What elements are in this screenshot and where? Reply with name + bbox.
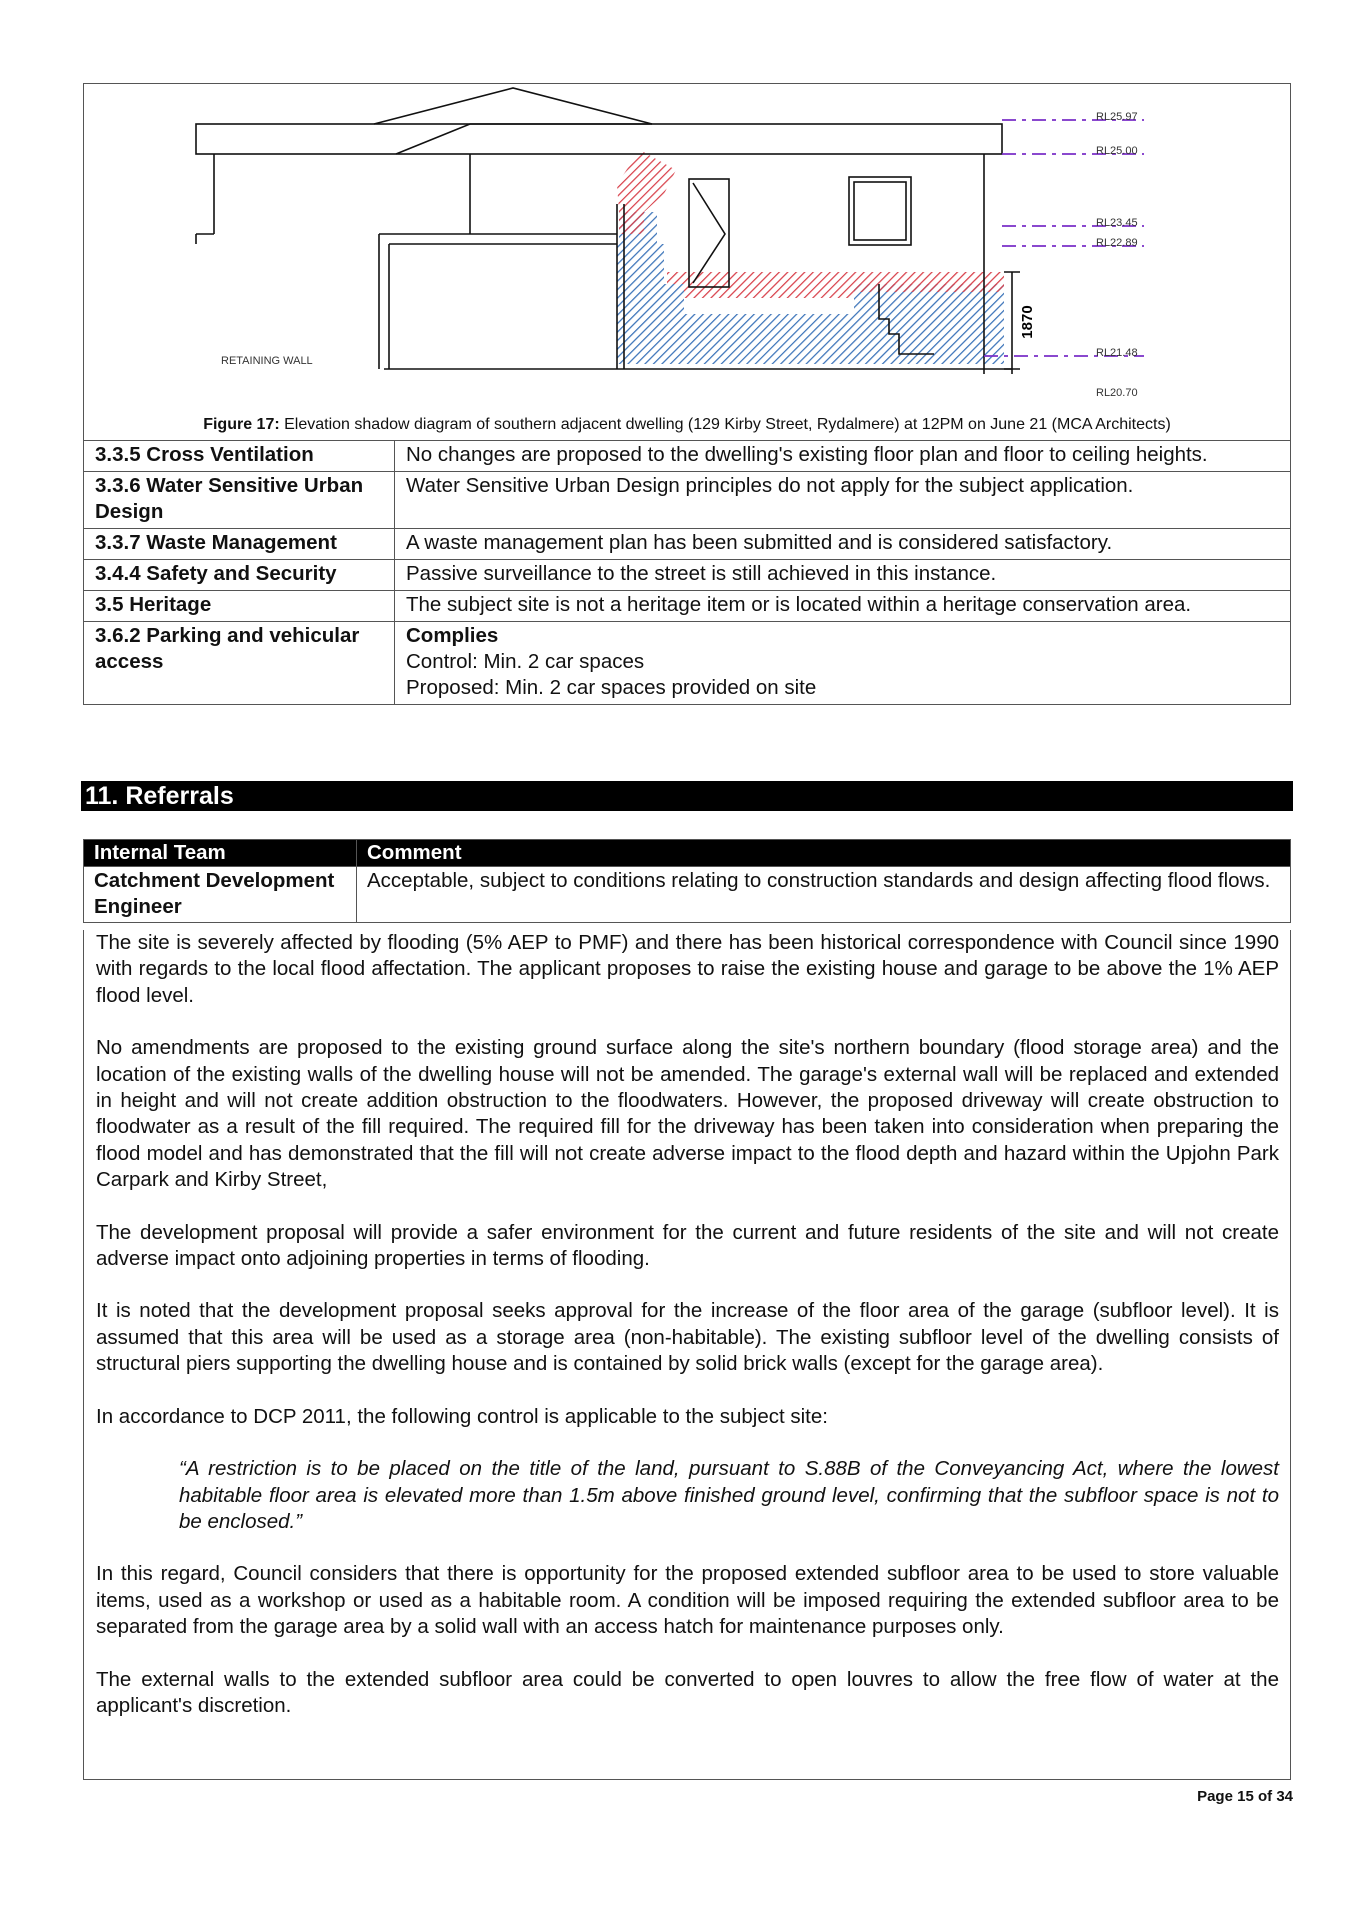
paragraph: In this regard, Council considers that there is opportunity for the proposed extended subfloor area to be used to store valuable items, used as a workshop or used as a habitable room. A condition will be imposed requiring the extended subfloor area to be separated from the garage area by a solid wall with an access hatch for maintenance purposes only.	[96, 1562, 1279, 1639]
level-label: RL20.70	[1096, 387, 1138, 399]
table-row	[84, 529, 1291, 560]
row-label: 3.4.4 Safety and Security	[84, 560, 395, 591]
row-label: 3.5 Heritage	[84, 591, 395, 622]
row-label: 3.3.7 Waste Management	[84, 529, 395, 560]
page-number	[1197, 1788, 1293, 1805]
row-value: A waste management plan has been submitted and is considered satisfactory.	[395, 529, 1291, 560]
page-total: 34	[1276, 1788, 1293, 1805]
table-row	[84, 591, 1291, 622]
figure-box	[83, 83, 1291, 441]
row-label: 3.3.5 Cross Ventilation	[84, 441, 395, 472]
table-row	[84, 622, 1291, 705]
paragraph: No amendments are proposed to the existing ground surface along the site's northern boundary (flood storage area) and the location of the existing walls of the dwelling house will not be amended. The garage's external wall will be replaced and extended in height and will not create addition obstruction to the floodwaters. However, the proposed driveway will create obstruction to floodwater as a result of the fill required. The required fill for the driveway has been taken into consideration when preparing the flood model and has demonstrated that the fill will not create adverse impact to the flood depth and hazard within the Upjohn Park Carpark and Kirby Street,	[96, 1036, 1279, 1192]
figure-label: Figure 17:	[203, 416, 280, 433]
table-row	[84, 472, 1291, 529]
elevation-diagram	[84, 84, 1292, 414]
referral-team: Catchment Development Engineer	[84, 867, 357, 923]
level-label: RL25.00	[1096, 145, 1138, 157]
control-text: Control: Min. 2 car spaces	[406, 650, 645, 673]
row-value: Water Sensitive Urban Design principles do not apply for the subject application.	[395, 472, 1291, 529]
row-value	[395, 622, 1291, 705]
complies-status: Complies	[406, 624, 499, 647]
level-label: RL23.45	[1096, 217, 1138, 229]
figure-caption	[84, 416, 1290, 434]
compliance-table	[83, 440, 1291, 705]
paragraph: The site is severely affected by flooding (5% AEP to PMF) and there has been historical correspondence with Council since 1990 with regards to the local flood affectation. The applicant proposes to raise the existing house and garage to be above the 1% AEP flood level.	[96, 931, 1279, 1007]
section-heading: 11. Referrals	[81, 781, 1293, 811]
retaining-wall-label: RETAINING WALL	[221, 355, 313, 367]
table-row	[84, 867, 1291, 923]
column-header: Comment	[357, 840, 1291, 867]
dimension-label: 1870	[1019, 305, 1036, 339]
page-current: 15	[1237, 1788, 1254, 1805]
figure-caption-text: Elevation shadow diagram of southern adjacent dwelling (129 Kirby Street, Rydalmere) at 12PM on June 21 (MCA Architects)	[284, 416, 1171, 433]
level-labels	[1096, 111, 1138, 399]
table-row	[84, 560, 1291, 591]
paragraph: It is noted that the development proposal seeks approval for the increase of the floor area of the garage (subfloor level). It is assumed that this area will be used as a storage area (non-habitable). The existing subfloor level of the dwelling consists of structural piers supporting the dwelling house and is contained by solid brick walls (except for the garage area).	[96, 1299, 1279, 1376]
paragraph: In accordance to DCP 2011, the following control is applicable to the subject site:	[96, 1404, 828, 1428]
level-label: RL25.97	[1096, 111, 1138, 123]
quoted-control: “A restriction is to be placed on the title of the land, pursuant to S.88B of the Conveyancing Act, where the lowest habitable floor area is elevated more than 1.5m above finished ground level, confirming that the subfloor space is not to be enclosed.”	[179, 1457, 1279, 1533]
page-of-label: of	[1257, 1788, 1273, 1805]
level-label: RL21.48	[1096, 347, 1138, 359]
table-header-row	[84, 840, 1291, 867]
row-label: 3.3.6 Water Sensitive Urban Design	[84, 472, 395, 529]
table-row	[84, 441, 1291, 472]
house-outline	[196, 88, 1012, 374]
column-header: Internal Team	[84, 840, 357, 867]
paragraph: The external walls to the extended subfloor area could be converted to open louvres to allow the free flow of water at the applicant's discretion.	[96, 1667, 1279, 1717]
referral-comment: Acceptable, subject to conditions relating to construction standards and design affecting flood flows.	[357, 867, 1291, 923]
proposed-text: Proposed: Min. 2 car spaces provided on site	[406, 676, 817, 699]
paragraph: The development proposal will provide a safer environment for the current and future residents of the site and will not create adverse impact onto adjoining properties in terms of flooding.	[96, 1220, 1279, 1271]
referral-details	[83, 930, 1291, 1780]
page-label: Page	[1197, 1788, 1233, 1805]
shadow-red-area	[617, 150, 1004, 298]
referrals-table	[83, 839, 1291, 923]
row-value: The subject site is not a heritage item or is located within a heritage conservation area.	[395, 591, 1291, 622]
row-value: Passive surveillance to the street is still achieved in this instance.	[395, 560, 1291, 591]
level-label: RL22.89	[1096, 237, 1138, 249]
row-value: No changes are proposed to the dwelling's existing floor plan and floor to ceiling heights.	[395, 441, 1291, 472]
row-label: 3.6.2 Parking and vehicular access	[84, 622, 395, 705]
